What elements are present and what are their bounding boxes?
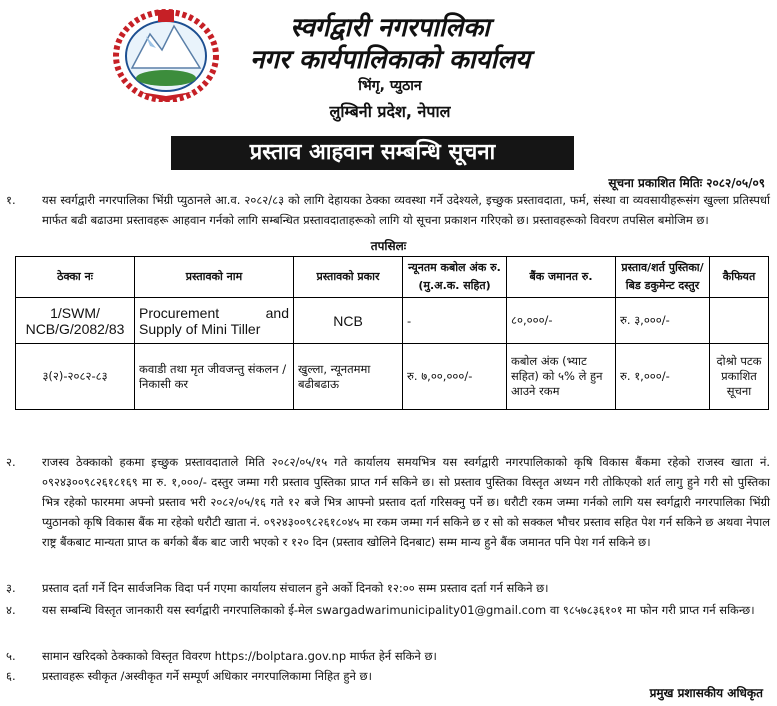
province-country: लुम्बिनी प्रदेश, नेपाल xyxy=(329,102,451,121)
office-name: नगर कार्यपालिकाको कार्यालय xyxy=(249,45,531,75)
col-header: न्यूनतम कबोल अंक रु. (मु.अ.क. सहित) xyxy=(403,257,507,298)
table-cell: कबोल अंक (भ्याट सहित) को ५% ले हुन आउने रकम xyxy=(507,344,616,410)
office-location: भिंगृ, प्युठान xyxy=(358,78,422,94)
paragraph-number: ६. xyxy=(6,669,16,683)
table-cell: ३(२)-२०८२-८३ xyxy=(16,344,135,410)
paragraph-text: राजस्व ठेक्काको हकमा इच्छुक प्रस्तावदाताले मिति २०८२/०५/१५ गते कार्यालय समयभित्र यस स्वर्गद्वारी नगरपालिकाको कृषि विकास बैंकमा रहेको राजस्व खाता नं. ०९२४३००९८२६१८१६९ मा रु. १,०००/- दस्तुर जम्मा गरी प्रस्ताव पुस्तिका प्राप्त गर्न सकिने छ। सो प्रस्ताव पुस्तिका विस्तृत अध्यन गरी तोकिएको शर्त लागु हुने गरी सो पुस्तिका भित्र रहेको फारममा अफ्नो प्रस्ताव भरी २०८२/०५/१६ गते १२ बजे भित्र आफ्नो प्रस्ताव दर्ता गरिसक्नु पर्ने छ। धरौटी रकम जम्मा गर्नको लागि यस स्वर्गद्वारी नगरपालिका भिंग्री प्युठानको कृषि विकास बैंक मा रहेको धरौटी खाता नं. ०९२४३००९८२६१८०४५ मा रकम जम्मा गर्न सकिने छ र सो को सक्कल भौचर प्रस्ताव सहित पेश गर्न सकिने छ अथवा नेपाल राष्ट्र बैंकबाट मान्यता प्राप्त क बर्गको बैंक बाट जारी भएको र १२० दिन (प्रस्ताव खोलिने दिनबाट) सम्म मान्य हुने बैंक जमानत पनि पेश गर्न सकिने छ। xyxy=(42,455,770,549)
published-date: सूचना प्रकाशित मितिः २०८२/०५/०९ xyxy=(608,176,765,190)
paragraph-4 xyxy=(6,600,770,642)
col-header: प्रस्तावको प्रकार xyxy=(294,257,403,298)
paragraph-3 xyxy=(6,578,770,598)
table-header-row xyxy=(16,257,769,298)
table-cell xyxy=(710,298,769,344)
table-cell: ८०,०००/- xyxy=(507,298,616,344)
paragraph-number: ३. xyxy=(6,581,16,595)
table-cell: रु. ७,००,०००/- xyxy=(403,344,507,410)
paragraph-text: प्रस्तावहरू स्वीकृत /अस्वीकृत गर्ने सम्पूर्ण अधिकार नगरपालिकामा निहित हुने छ। xyxy=(42,669,372,683)
table-cell: Procurement and Supply of Mini Tiller xyxy=(135,298,294,344)
tender-table xyxy=(15,256,769,410)
col-header: प्रस्ताव/शर्त पुस्तिका/बिड डकुमेन्ट दस्तुर xyxy=(616,257,710,298)
paragraph-text: यस सम्बन्धि विस्तृत जानकारी यस स्वर्गद्वारी नगरपालिकाको ई-मेल swargadwarimunicipality01@gmail.com वा ९८५७८३६१०१ मा फोन गरी प्राप्त गर्न सकिन्छ। xyxy=(42,603,755,617)
paragraph-number: ५. xyxy=(6,649,16,663)
paragraph-text: यस स्वर्गद्वारी नगरपालिका भिंग्री प्युठानले आ.व. २०८२/८३ को लागि देहायका ठेक्का व्यवस्था गर्ने उदेश्यले, इच्छुक प्रस्तावदाता, फर्म, संस्था वा व्यवसायीहरूसंग खुल्ला प्रतिस्पर्धा मार्फत बढी बढाउमा प्रस्तावहरू आहवान गर्नको लागि सम्बन्धित प्रस्तावदाताहरूको लागि यो सूचना प्रकाशन गरिएको छ। प्रस्तावहरूको विवरण तपसिल बमोजिम छ। xyxy=(42,193,770,227)
table-cell: खुल्ला, न्यूनतममा बढीबढाऊ xyxy=(294,344,403,410)
table-cell: 1/SWM/ NCB/G/2082/83 xyxy=(16,298,135,344)
paragraph-text: प्रस्ताव दर्ता गर्ने दिन सार्वजनिक विदा पर्न गएमा कार्यालय संचालन हुने अर्को दिनको १२:०० सम्म प्रस्ताव दर्ता गर्न सकिने छ। xyxy=(42,581,549,595)
table-cell: कवाडी तथा मृत जीवजन्तु संकलन /निकासी कर xyxy=(135,344,294,410)
notice-title: प्रस्ताव आहवान सम्बन्धि सूचना xyxy=(171,136,574,170)
table-row xyxy=(16,298,769,344)
table-cell: NCB xyxy=(294,298,403,344)
paragraph-number: २. xyxy=(6,455,16,469)
table-caption: तपसिलः xyxy=(370,239,407,253)
municipality-name: स्वर्गद्वारी नगरपालिका xyxy=(290,13,490,43)
paragraph-5 xyxy=(6,646,770,666)
col-header: कैफियत xyxy=(710,257,769,298)
signatory-title: प्रमुख प्रशासकीय अधिकृत xyxy=(649,686,763,700)
paragraph-number: १. xyxy=(6,193,16,207)
paragraph-text: सामान खरिदको ठेक्काको विस्तृत विवरण https://bolptara.gov.np मार्फत हेर्न सकिने छ। xyxy=(42,649,437,663)
table-cell: रु. ३,०००/- xyxy=(616,298,710,344)
table-cell: रु. १,०००/- xyxy=(616,344,710,410)
paragraph-1 xyxy=(6,190,770,234)
paragraph-6 xyxy=(6,666,770,686)
table-cell: दोश्रो पटक प्रकाशित सूचना xyxy=(710,344,769,410)
table-row xyxy=(16,344,769,410)
col-header: प्रस्तावको नाम xyxy=(135,257,294,298)
col-header: बैंक जमानत रु. xyxy=(507,257,616,298)
table-cell: - xyxy=(403,298,507,344)
paragraph-number: ४. xyxy=(6,603,16,617)
paragraph-2 xyxy=(6,452,770,572)
col-header: ठेक्का नः xyxy=(16,257,135,298)
